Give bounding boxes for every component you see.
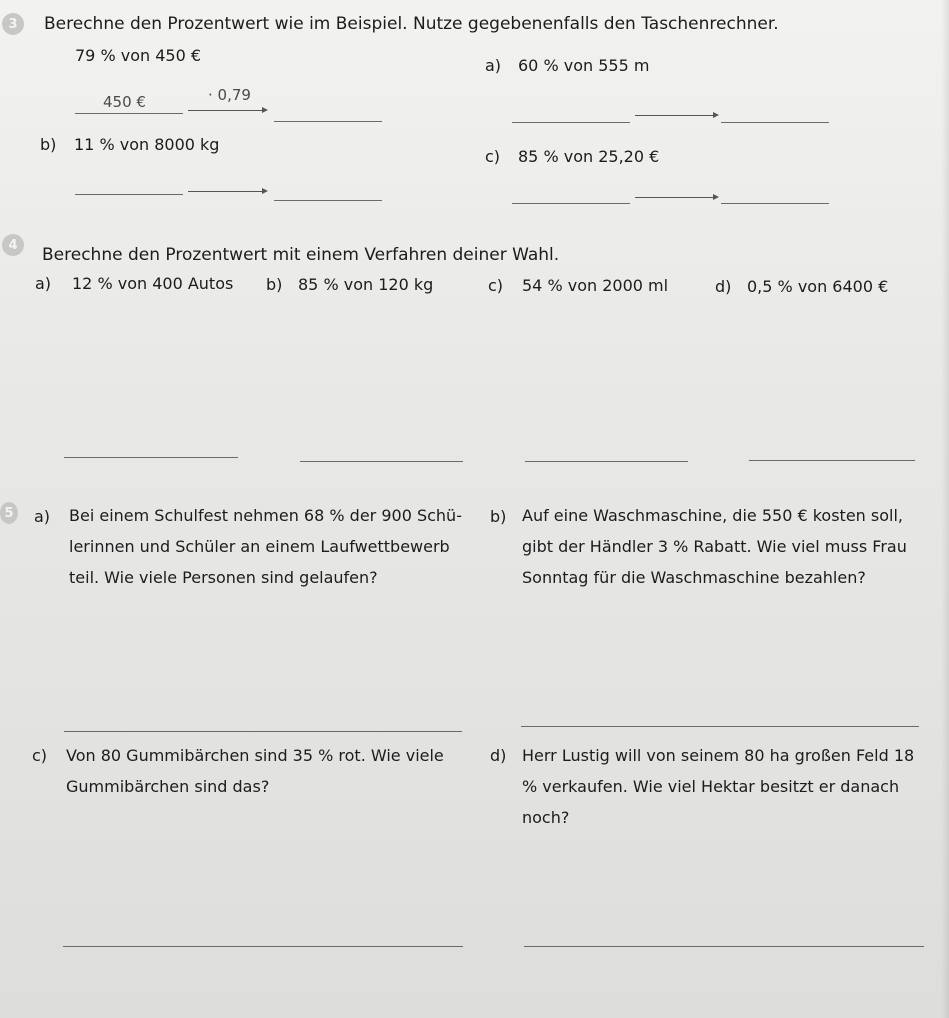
task-3b-label: b): [40, 135, 57, 154]
task-4-instruction: Berechne den Prozentwert mit einem Verfahren deiner Wahl.: [42, 245, 560, 265]
task-4b-label: b): [266, 275, 283, 294]
task-3-example-text: 79 % von 450 €: [75, 46, 202, 65]
task-3-instruction: Berechne den Prozentwert wie im Beispiel. Nutze gegebenenfalls den Taschenrechner.: [44, 14, 779, 34]
task-5a-answer-line[interactable]: [64, 731, 462, 732]
task-5b-answer-line[interactable]: [521, 726, 919, 727]
task-4c-text: 54 % von 2000 ml: [522, 276, 669, 295]
task-3a-right-line[interactable]: [721, 122, 829, 123]
task-5-number-badge: 5: [0, 502, 18, 524]
task-5c-text: Von 80 Gummibärchen sind 35 % rot. Wie viele Gummibärchen sind das?: [66, 746, 444, 796]
task-5a-text: Bei einem Schulfest nehmen 68 % der 900 Schü- lerinnen und Schüler an einem Laufwettbewerb teil. Wie viele Personen sind gelaufen?: [69, 506, 462, 587]
task-4a-text: 12 % von 400 Autos: [72, 274, 234, 293]
task-5d-label: d): [490, 746, 507, 765]
task-3c-arrow: [635, 197, 717, 198]
task-3a-text: 60 % von 555 m: [518, 56, 650, 75]
task-3-example-left-line: [75, 113, 183, 114]
task-3a-left-line[interactable]: [512, 122, 630, 123]
task-4a-answer-line[interactable]: [64, 457, 238, 458]
task-4c-label: c): [488, 276, 504, 295]
task-5d-answer-line[interactable]: [524, 946, 924, 947]
task-3c-label: c): [485, 147, 501, 166]
task-3c-right-line[interactable]: [721, 203, 829, 204]
task-4b-text: 85 % von 120 kg: [298, 275, 434, 294]
task-3a-label: a): [485, 56, 502, 75]
page-edge-shadow: [941, 0, 949, 1018]
task-3b-arrow: [188, 191, 266, 192]
task-4-number-badge: 4: [2, 234, 24, 256]
task-3-number-badge: 3: [2, 13, 24, 35]
task-4b-answer-line[interactable]: [300, 461, 463, 462]
task-3-example-left-value: 450 €: [103, 93, 146, 111]
task-4d-label: d): [715, 277, 732, 296]
task-4d-text: 0,5 % von 6400 €: [747, 277, 889, 296]
task-5d-text: Herr Lustig will von seinem 80 ha großen Feld 18 % verkaufen. Wie viel Hektar besitzt er danach noch?: [522, 746, 915, 827]
task-3b-left-line[interactable]: [75, 194, 183, 195]
task-3-example-arrow: [188, 110, 266, 111]
task-5c-label: c): [32, 746, 48, 765]
task-3-example-right-line[interactable]: [274, 121, 382, 122]
task-3c-left-line[interactable]: [512, 203, 630, 204]
task-5b-text: Auf eine Waschmaschine, die 550 € kosten soll, gibt der Händler 3 % Rabatt. Wie viel muss Frau Sonntag für die Waschmaschine bezahlen?: [522, 506, 907, 587]
task-4d-answer-line[interactable]: [749, 460, 915, 461]
task-5a-label: a): [34, 507, 51, 526]
task-5b-label: b): [490, 507, 507, 526]
task-3b-text: 11 % von 8000 kg: [74, 135, 220, 154]
task-3b-right-line[interactable]: [274, 200, 382, 201]
task-4c-answer-line[interactable]: [525, 461, 688, 462]
task-4a-label: a): [35, 274, 52, 293]
task-5c-answer-line[interactable]: [63, 946, 463, 947]
task-3a-arrow: [635, 115, 717, 116]
task-3c-text: 85 % von 25,20 €: [518, 147, 660, 166]
task-3-example-operator: · 0,79: [208, 86, 251, 104]
